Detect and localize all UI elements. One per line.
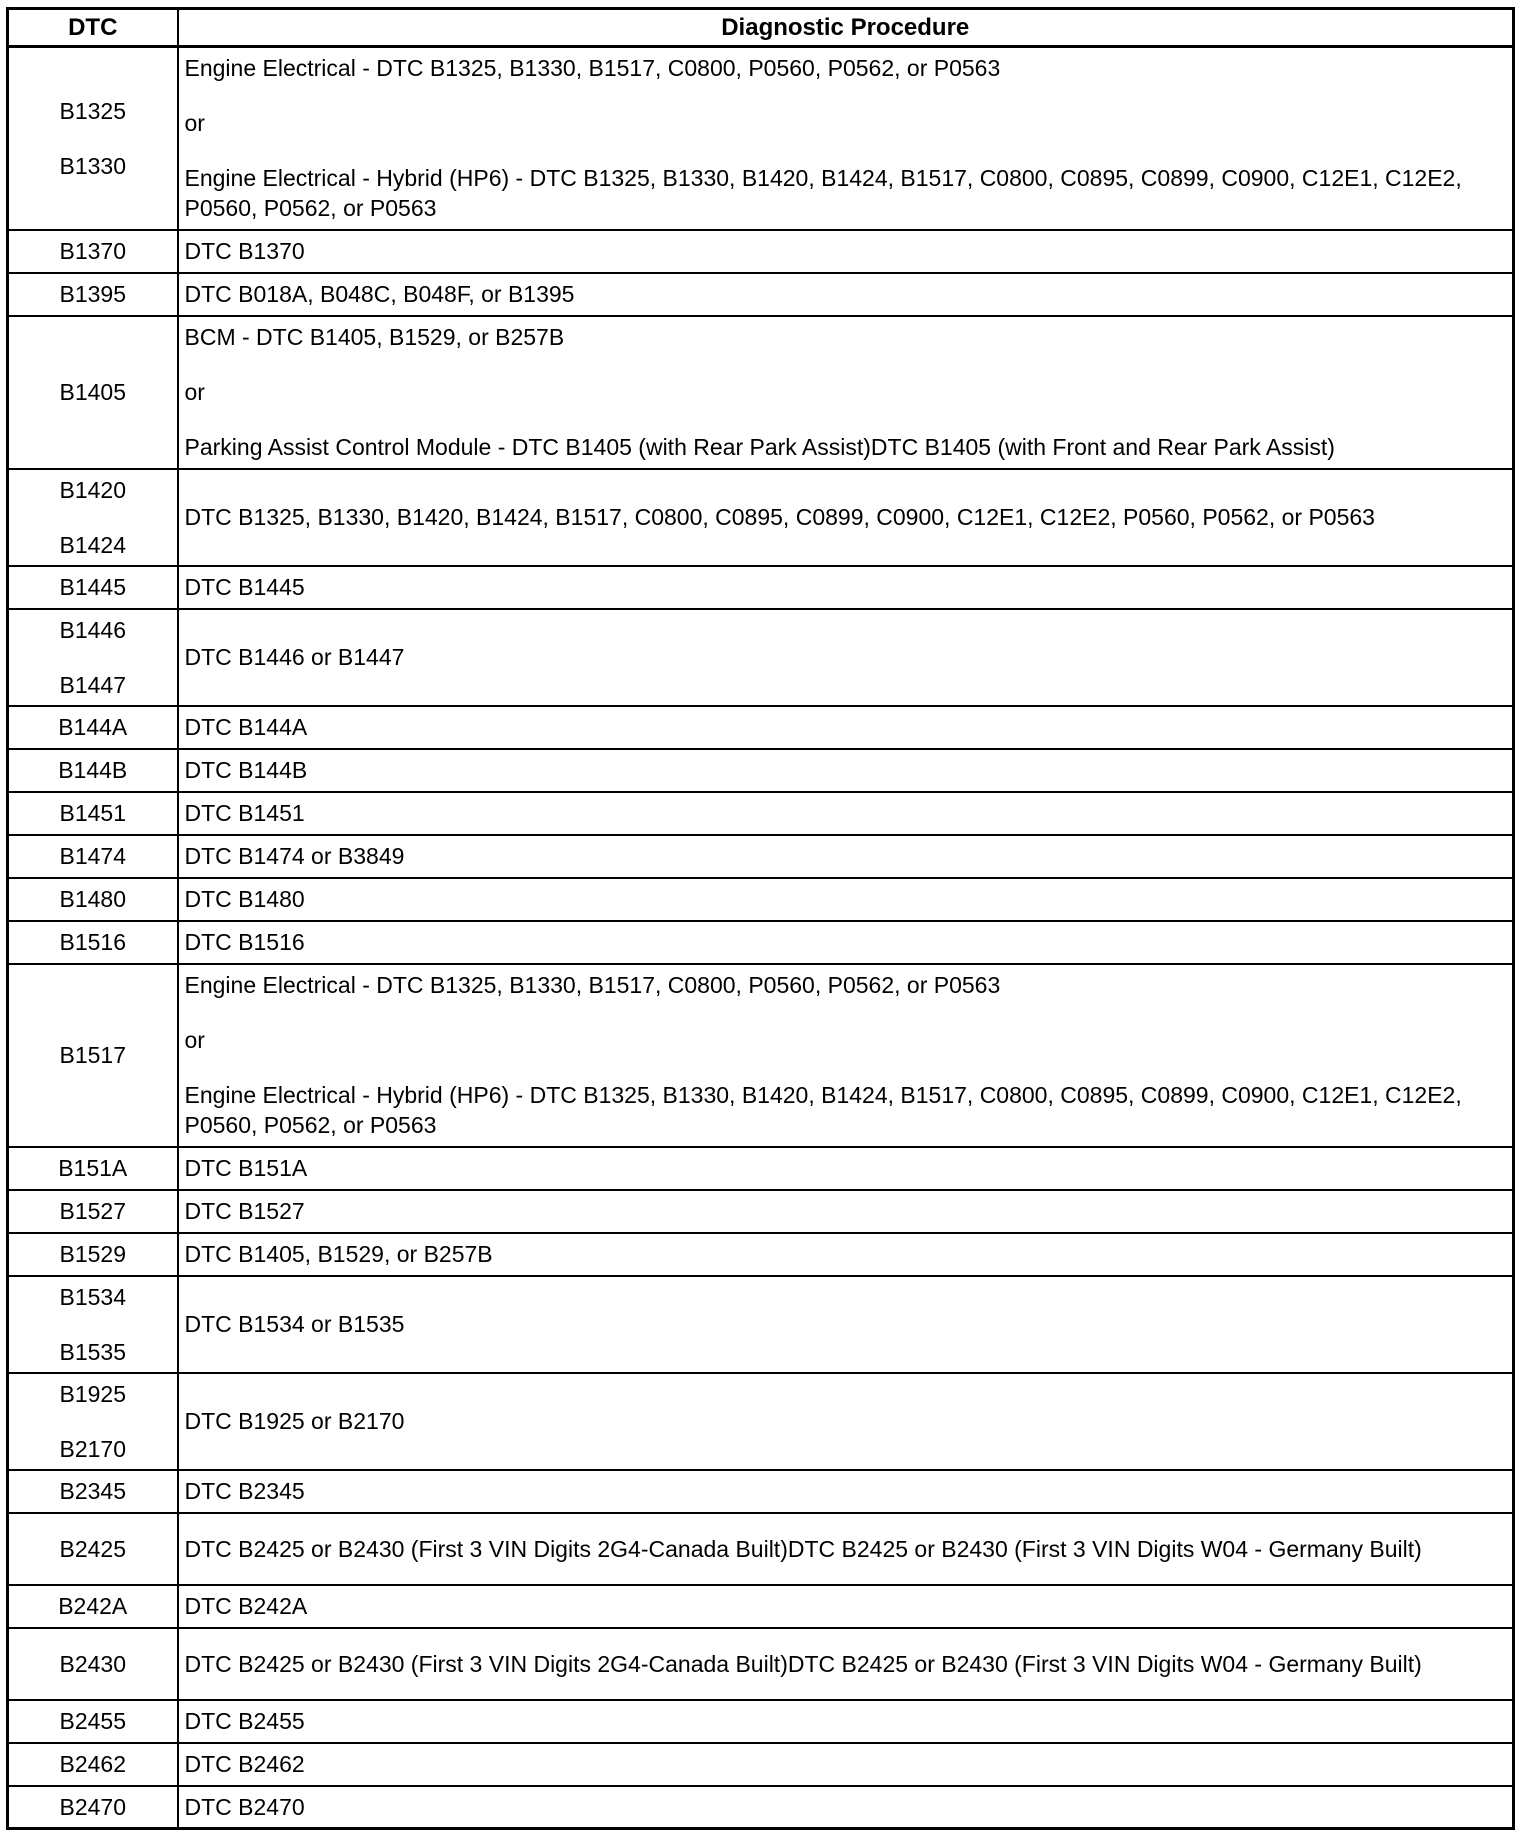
procedure-text: DTC B1446 or B1447: [184, 644, 405, 670]
dtc-code-cell: [8, 964, 178, 1147]
dtc-code-cell: [8, 47, 178, 230]
dtc-code: B242A: [58, 1593, 128, 1619]
dtc-code-cell: [8, 1786, 178, 1829]
dtc-code-cell: [8, 1147, 178, 1190]
table-row: [8, 230, 1514, 273]
dtc-code: B1330: [59, 152, 126, 179]
dtc-code: B1529: [59, 1241, 126, 1267]
procedure-cell: [178, 835, 1514, 878]
procedure-text: DTC B018A, B048C, B048F, or B1395: [184, 281, 575, 307]
dtc-code-cell: [8, 1585, 178, 1628]
table-row: [8, 1786, 1514, 1829]
table-row: [8, 609, 1514, 706]
dtc-code-cell: [8, 1470, 178, 1513]
table-row: [8, 1373, 1514, 1470]
procedure-cell: [178, 1233, 1514, 1276]
table-row: [8, 1743, 1514, 1786]
table-row: [8, 1700, 1514, 1743]
procedure-text: Engine Electrical - Hybrid (HP6) - DTC B1325, B1330, B1420, B1424, B1517, C0800, C0895, C0899, C0900, C12E1, C12E2, P0560, P0562, or P0563: [184, 165, 1462, 222]
dtc-code: B2345: [59, 1478, 126, 1504]
procedure-text: DTC B1527: [184, 1198, 305, 1224]
procedure-text: DTC B144A: [184, 714, 308, 740]
procedure-cell: [178, 1276, 1514, 1373]
procedure-cell: [178, 1585, 1514, 1628]
procedure-text: DTC B2425 or B2430 (First 3 VIN Digits 2G4-Canada Built)DTC B2425 or B2430 (First 3 VIN Digits W04 - Germany Built): [184, 1650, 1422, 1677]
procedure-text: DTC B1534 or B1535: [184, 1311, 405, 1337]
table-row: [8, 566, 1514, 609]
table-row: [8, 1470, 1514, 1513]
dtc-code-cell: [8, 1513, 178, 1585]
procedure-cell: [178, 566, 1514, 609]
procedure-cell: [178, 469, 1514, 566]
procedure-cell: [178, 1373, 1514, 1470]
dtc-code-cell: [8, 792, 178, 835]
dtc-code: B2430: [59, 1650, 126, 1677]
dtc-code: B151A: [58, 1155, 128, 1181]
dtc-code: B1516: [59, 929, 126, 955]
procedure-cell: [178, 273, 1514, 316]
dtc-code: B1527: [59, 1198, 126, 1224]
dtc-code: B144B: [58, 757, 128, 783]
table-row: [8, 792, 1514, 835]
dtc-code: B1370: [59, 238, 126, 264]
table-row: [8, 273, 1514, 316]
dtc-code: B2470: [59, 1793, 126, 1820]
table-row: [8, 921, 1514, 964]
procedure-cell: [178, 921, 1514, 964]
procedure-text: DTC B1370: [184, 238, 305, 264]
dtc-code-cell: [8, 835, 178, 878]
dtc-code: B1424: [59, 531, 126, 558]
dtc-code-cell: [8, 566, 178, 609]
dtc-code: B1445: [59, 574, 126, 600]
procedure-cell: [178, 316, 1514, 469]
header-dtc: DTC: [8, 9, 178, 47]
dtc-code: B1925: [59, 1380, 126, 1407]
procedure-text: or: [184, 379, 205, 405]
procedure-cell: [178, 1470, 1514, 1513]
dtc-code: B1534: [59, 1283, 126, 1310]
procedure-text: or: [184, 1027, 205, 1053]
procedure-text: DTC B1474 or B3849: [184, 843, 405, 869]
dtc-code: B1480: [59, 886, 126, 912]
dtc-code: B2425: [59, 1535, 126, 1562]
dtc-code: B2170: [59, 1435, 126, 1462]
procedure-text: DTC B1925 or B2170: [184, 1408, 405, 1434]
table-header: [8, 9, 1514, 47]
procedure-text: DTC B1405, B1529, or B257B: [184, 1241, 493, 1267]
procedure-cell: [178, 1743, 1514, 1786]
dtc-code-cell: [8, 1233, 178, 1276]
procedure-text: DTC B2425 or B2430 (First 3 VIN Digits 2G4-Canada Built)DTC B2425 or B2430 (First 3 VIN Digits W04 - Germany Built): [184, 1535, 1422, 1562]
dtc-code-cell: [8, 1628, 178, 1700]
table-row: [8, 1585, 1514, 1628]
procedure-text: DTC B1445: [184, 574, 305, 600]
dtc-code: B1451: [59, 800, 126, 826]
procedure-cell: [178, 1700, 1514, 1743]
procedure-cell: [178, 878, 1514, 921]
dtc-code: B1325: [59, 97, 126, 124]
dtc-code: B1446: [59, 616, 126, 643]
dtc-code-cell: [8, 706, 178, 749]
table-row: [8, 469, 1514, 566]
procedure-cell: [178, 230, 1514, 273]
dtc-code-cell: [8, 273, 178, 316]
table-row: [8, 47, 1514, 230]
procedure-cell: [178, 1513, 1514, 1585]
procedure-cell: [178, 1147, 1514, 1190]
procedure-text: Engine Electrical - Hybrid (HP6) - DTC B1325, B1330, B1420, B1424, B1517, C0800, C0895, C0899, C0900, C12E1, C12E2, P0560, P0562, or P0563: [184, 1082, 1462, 1138]
procedure-cell: [178, 964, 1514, 1147]
procedure-cell: [178, 706, 1514, 749]
table-row: [8, 835, 1514, 878]
procedure-text: DTC B242A: [184, 1593, 308, 1619]
procedure-text: DTC B1325, B1330, B1420, B1424, B1517, C0800, C0895, C0899, C0900, C12E1, C12E2, P0560, P0562, or P0563: [184, 504, 1375, 530]
procedure-text: Parking Assist Control Module - DTC B1405 (with Rear Park Assist)DTC B1405 (with Front and Rear Park Assist): [184, 434, 1335, 460]
table-row: [8, 1190, 1514, 1233]
table-row: [8, 1147, 1514, 1190]
dtc-table: [6, 7, 1515, 1830]
dtc-code: B2455: [59, 1708, 126, 1734]
dtc-code-cell: [8, 230, 178, 273]
dtc-code-cell: [8, 609, 178, 706]
procedure-cell: [178, 47, 1514, 230]
procedure-text: DTC B2470: [184, 1793, 305, 1820]
table-row: [8, 1276, 1514, 1373]
dtc-code-cell: [8, 1743, 178, 1786]
dtc-code-cell: [8, 878, 178, 921]
dtc-code: B1420: [59, 476, 126, 503]
dtc-code: B1535: [59, 1338, 126, 1365]
procedure-text: DTC B151A: [184, 1155, 308, 1181]
dtc-code-cell: [8, 316, 178, 469]
dtc-code-cell: [8, 921, 178, 964]
procedure-text: BCM - DTC B1405, B1529, or B257B: [184, 324, 565, 350]
table-row: [8, 878, 1514, 921]
dtc-code: B1474: [59, 843, 126, 869]
procedure-text: DTC B1451: [184, 800, 305, 826]
header-procedure: Diagnostic Procedure: [178, 9, 1514, 47]
dtc-code: B1447: [59, 671, 126, 698]
dtc-code: B2462: [59, 1751, 126, 1777]
dtc-code-cell: [8, 749, 178, 792]
dtc-code-cell: [8, 1373, 178, 1470]
procedure-text: DTC B144B: [184, 757, 308, 783]
dtc-code: B1405: [59, 379, 126, 405]
procedure-text: DTC B2455: [184, 1708, 305, 1734]
table-row: [8, 1513, 1514, 1585]
table-row: [8, 749, 1514, 792]
procedure-cell: [178, 1628, 1514, 1700]
dtc-code: B144A: [58, 714, 128, 740]
table-row: [8, 706, 1514, 749]
dtc-code-cell: [8, 1190, 178, 1233]
procedure-text: DTC B2462: [184, 1751, 305, 1777]
procedure-text: DTC B1516: [184, 929, 305, 955]
dtc-code-cell: [8, 1700, 178, 1743]
procedure-text: or: [184, 110, 205, 137]
dtc-code: B1517: [59, 1042, 126, 1068]
table-row: [8, 1628, 1514, 1700]
dtc-code: B1395: [59, 281, 126, 307]
procedure-text: Engine Electrical - DTC B1325, B1330, B1517, C0800, P0560, P0562, or P0563: [184, 972, 1001, 998]
procedure-cell: [178, 792, 1514, 835]
dtc-code-cell: [8, 1276, 178, 1373]
procedure-cell: [178, 609, 1514, 706]
dtc-code-cell: [8, 469, 178, 566]
table-row: [8, 1233, 1514, 1276]
procedure-cell: [178, 1190, 1514, 1233]
table-body: [8, 47, 1514, 1829]
procedure-text: DTC B1480: [184, 886, 305, 912]
procedure-text: DTC B2345: [184, 1478, 305, 1504]
table-row: [8, 964, 1514, 1147]
procedure-cell: [178, 1786, 1514, 1829]
procedure-text: Engine Electrical - DTC B1325, B1330, B1517, C0800, P0560, P0562, or P0563: [184, 55, 1001, 82]
procedure-cell: [178, 749, 1514, 792]
table-row: [8, 316, 1514, 469]
header-row: [8, 9, 1514, 47]
